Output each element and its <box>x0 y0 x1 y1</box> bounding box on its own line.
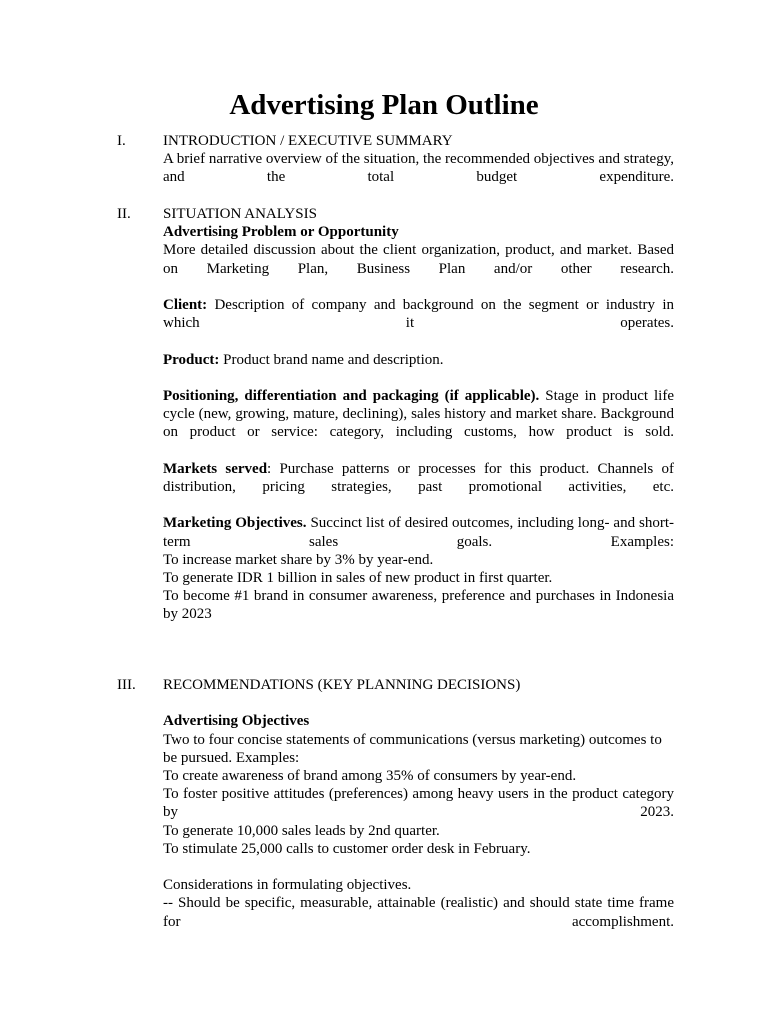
positioning-label: Positioning, differentiation and packaging (if applicable). <box>163 387 540 404</box>
section-number: II. <box>117 206 131 222</box>
example-item: To create awareness of brand among 35% of consumers by year-end. <box>163 768 577 784</box>
section-number: I. <box>117 133 126 149</box>
example-item: To generate IDR 1 billion in sales of new product in first quarter. <box>163 569 553 586</box>
section-heading: RECOMMENDATIONS (KEY PLANNING DECISIONS) <box>163 677 521 693</box>
section-body <box>163 132 674 187</box>
example-item: To increase market share by 3% by year-end. <box>163 551 434 568</box>
section-body <box>163 205 674 624</box>
section-heading: INTRODUCTION / EXECUTIVE SUMMARY <box>163 133 453 149</box>
page-title: Advertising Plan Outline <box>229 89 539 121</box>
example-item: To become #1 brand in consumer awareness, preference and purchases in Indonesia <box>163 588 674 605</box>
section-heading: SITUATION ANALYSIS <box>163 206 317 222</box>
markets-paragraph: Markets served: Purchase patterns or processes for this product. Channels of distribution, pricing strategies, past promotional activities, etc. <box>163 460 674 495</box>
client-paragraph: Client: Description of company and background on the segment or industry in which it operates. <box>163 297 674 332</box>
example-item: To generate 10,000 sales leads by 2nd quarter. <box>163 822 440 839</box>
section-intro: Two to four concise statements of communications (versus marketing) outcomes to be pursued. Examples: <box>163 731 662 766</box>
section-intro: A brief narrative overview of the situation, the recommended objectives and strategy, and the total budget expenditure. <box>163 151 674 186</box>
section-number: III. <box>117 677 136 693</box>
positioning-paragraph: Positioning, differentiation and packaging (if applicable). Stage in product life cycle (new, growing, mature, declining), sales history and market share. Background on product or service: category, including customs, how product is sold. <box>163 387 674 441</box>
product-paragraph: Product: Product brand name and description. <box>163 351 444 368</box>
markets-label: Markets served <box>163 460 268 477</box>
example-item: To stimulate 25,000 calls to customer order desk in February. <box>163 840 531 857</box>
section-body <box>163 676 674 931</box>
considerations-title: Considerations in formulating objectives. <box>163 877 412 894</box>
client-label: Client: <box>163 297 208 313</box>
section-subheading: Advertising Objectives <box>163 713 310 730</box>
marketing-objectives-paragraph: Marketing Objectives. Succinct list of desired outcomes, including long- and short-term sales goals. Examples: <box>163 515 675 550</box>
marketing-objectives-label: Marketing Objectives. <box>163 515 307 532</box>
example-item: To foster positive attitudes (preferences) among heavy users in the product category by 2023. <box>163 786 674 821</box>
example-item: by 2023 <box>163 606 212 623</box>
section-intro: More detailed discussion about the client organization, product, and market. Based on Marketing Plan, Business Plan and/or other research. <box>163 242 674 277</box>
considerations-text: -- Should be specific, measurable, attainable (realistic) and should state time frame for accomplishment. <box>163 895 674 930</box>
section-subheading: Advertising Problem or Opportunity <box>163 224 399 241</box>
product-label: Product: <box>163 351 220 368</box>
